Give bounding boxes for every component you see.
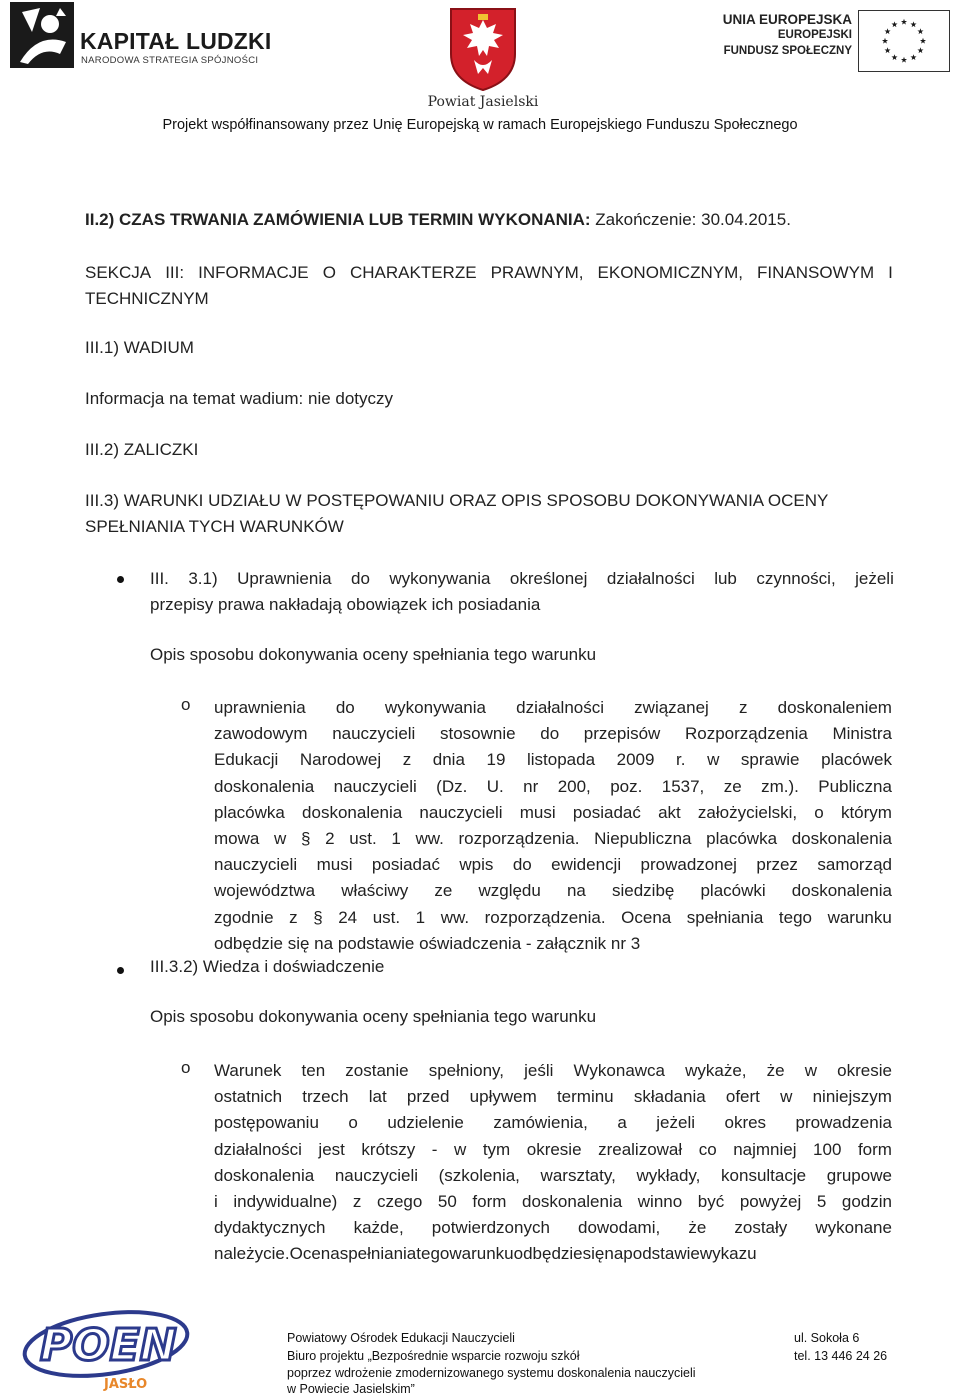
- word: mowa: [214, 829, 260, 849]
- word: sprawie: [740, 750, 800, 770]
- word: na: [566, 881, 586, 901]
- word: województwa: [214, 881, 316, 901]
- word: jeżeli: [855, 569, 894, 588]
- sub-bullet-icon: o: [181, 695, 191, 714]
- word: okresie: [837, 1061, 892, 1080]
- eu-star-icon: [910, 54, 916, 60]
- word: godzin: [841, 1192, 892, 1212]
- section-iii-heading: [85, 260, 893, 312]
- word: Ocena: [289, 1244, 340, 1264]
- word: 5: [816, 1192, 827, 1212]
- word: okres: [724, 1113, 767, 1133]
- word: 200,: [557, 776, 591, 796]
- word: placówki: [700, 881, 766, 901]
- eu-star-icon: [901, 57, 907, 63]
- word: rozporządzenia.: [458, 829, 580, 849]
- eu-star-icon: [885, 47, 891, 53]
- section-ii2-heading: II.2) CZAS TRWANIA ZAMÓWIENIA LUB TERMIN WYKONANIA:: [85, 210, 591, 229]
- word: -: [431, 1139, 438, 1159]
- section-iii1-wadium: III.1) WADIUM: [85, 338, 194, 357]
- word: czego: [376, 1192, 423, 1212]
- word: SEKCJA: [85, 263, 152, 282]
- word: Ocena: [621, 907, 672, 927]
- word: wykonywania: [384, 698, 486, 717]
- word: składania: [633, 1087, 706, 1107]
- word: do: [512, 855, 532, 875]
- word: PRAWNYM,: [490, 263, 584, 282]
- word: §: [313, 907, 323, 927]
- word: każde,: [353, 1218, 404, 1238]
- word: form: [857, 1139, 892, 1159]
- word: założycielski,: [697, 802, 798, 822]
- word: niniejszym: [812, 1087, 892, 1107]
- word: 24: [338, 907, 358, 927]
- word: krótszy: [361, 1139, 416, 1159]
- eu-flag-icon: [858, 10, 950, 72]
- paragraph-line: [214, 1189, 892, 1215]
- word: poz.: [610, 776, 643, 796]
- word: doskonalenia: [214, 776, 315, 796]
- word: spełniony,: [428, 1061, 504, 1080]
- word: CHARAKTERZE: [349, 263, 477, 282]
- word: należycie.: [214, 1244, 290, 1264]
- kapital-ludzki-subtitle: NARODOWA STRATEGIA SPÓJNOŚCI: [81, 55, 259, 66]
- word: ust.: [372, 907, 401, 927]
- section-iii3-heading-line-1: III.3) WARUNKI UDZIAŁU W POSTĘPOWANIU ORAZ OPIS SPOSOBU DOKONYWANIA OCENY: [85, 491, 829, 510]
- word: doskonalenia: [791, 829, 892, 849]
- word: ofert: [725, 1087, 760, 1107]
- word: form: [472, 1192, 507, 1212]
- word: Wykonawca: [573, 1061, 666, 1080]
- word: związanej: [634, 698, 709, 717]
- footer-line-3: poprzez wdrożenie zmodernizowanego systemu doskonalenia nauczycieli: [287, 1366, 696, 1380]
- word: Publiczna: [818, 776, 892, 796]
- eagle-shield-icon: [448, 6, 518, 92]
- word: zm.).: [761, 776, 799, 796]
- word: jest: [318, 1139, 345, 1159]
- paragraph-line: [214, 1137, 892, 1163]
- project-cofinancing-line: Projekt współfinansowany przez Unię Europejską w ramach Europejskiego Funduszu Społecznego: [162, 117, 798, 133]
- word: lub: [714, 569, 737, 588]
- word: nr: [523, 776, 539, 796]
- word: wykłady,: [636, 1165, 701, 1185]
- kapital-ludzki-name: KAPITAŁ LUDZKI: [80, 28, 272, 54]
- word: się: [582, 1244, 605, 1264]
- word: rozporządzenia.: [484, 907, 606, 927]
- word: trzech: [302, 1087, 349, 1107]
- word: siedzibę: [611, 881, 675, 901]
- word: dnia: [432, 750, 465, 770]
- paragraph-line: [214, 826, 892, 852]
- word: Edukacji: [214, 750, 279, 770]
- word: do: [540, 724, 560, 744]
- word: zostały: [734, 1218, 788, 1238]
- item-iii31-heading-row-2: [150, 592, 894, 618]
- word: z: [289, 907, 298, 927]
- word: doskonaleniem: [777, 698, 892, 717]
- section-ii2-value: Zakończenie: 30.04.2015.: [590, 210, 791, 229]
- word: działalności: [516, 698, 605, 717]
- word: w: [804, 1061, 818, 1080]
- footer-phone: tel. 13 446 24 26: [794, 1349, 888, 1363]
- word: w: [780, 1087, 793, 1107]
- word: prowadzenia: [795, 1113, 892, 1133]
- paragraph-line: [214, 747, 892, 773]
- item-iii31-heading: [150, 566, 894, 618]
- word: w: [707, 750, 720, 770]
- item-iii31-heading-row: [150, 566, 894, 592]
- word: okresie: [526, 1139, 582, 1159]
- word: posiadać: [371, 855, 440, 875]
- word: 1: [415, 907, 426, 927]
- word: warunku: [449, 1244, 514, 1264]
- section-iii-heading-row-2: [85, 286, 893, 312]
- word: spełniania: [339, 1244, 417, 1264]
- word: na: [604, 1244, 624, 1264]
- word: placówka: [706, 829, 778, 849]
- word: z: [352, 1192, 362, 1212]
- word: posiadać: [572, 802, 641, 822]
- paragraph-line: [214, 1058, 892, 1084]
- word: musi: [519, 802, 556, 822]
- word: powyżej: [739, 1192, 802, 1212]
- eu-star-icon: [885, 28, 891, 34]
- word: 100: [813, 1139, 842, 1159]
- paragraph-line: [214, 695, 892, 721]
- paragraph-line: [214, 1163, 892, 1189]
- word: 1537,: [661, 776, 705, 796]
- word: dowodami,: [578, 1218, 661, 1238]
- eu-line-3: FUNDUSZ SPOŁECZNY: [723, 45, 852, 57]
- eu-star-icon: [882, 38, 888, 44]
- paragraph-line: [214, 774, 892, 800]
- sub-bullet-icon: o: [181, 1058, 191, 1077]
- eu-star-icon: [917, 28, 923, 34]
- word: indywidualne): [233, 1192, 338, 1212]
- word: samorząd: [817, 855, 892, 875]
- word: nauczycieli: [333, 776, 417, 796]
- word: EKONOMICZNYM,: [597, 263, 743, 282]
- word: Uprawnienia: [237, 569, 332, 588]
- word: upływem: [469, 1087, 537, 1107]
- word: listopada: [526, 750, 596, 770]
- word: w: [274, 829, 287, 849]
- word: ostatnich: [214, 1087, 283, 1107]
- word: działalności: [214, 1139, 302, 1159]
- word: 50: [437, 1192, 457, 1212]
- wadium-info-label: Informacja na temat wadium:: [85, 389, 304, 408]
- word: z: [738, 698, 748, 717]
- item-iii32-heading: III.3.2) Wiedza i doświadczenie: [150, 957, 385, 976]
- word: co: [698, 1139, 717, 1159]
- word: Rozporządzenia: [684, 724, 808, 744]
- word: zostanie: [345, 1061, 409, 1080]
- word: doskonalenia: [214, 1165, 315, 1185]
- paragraph-line: [214, 878, 892, 904]
- word: 3.1): [188, 569, 218, 588]
- word: przepisów: [583, 724, 661, 744]
- powiat-name: Powiat Jasielski: [427, 94, 539, 110]
- paragraph-line: [214, 1215, 892, 1241]
- word: FINANSOWYM: [757, 263, 875, 282]
- word: właściwy: [341, 881, 409, 901]
- word: prowadzonej: [640, 855, 737, 875]
- word: §: [300, 829, 311, 849]
- word: zamówienia,: [493, 1113, 588, 1133]
- word: wpis: [459, 855, 494, 875]
- footer-org: Powiatowy Ośrodek Edukacji Nauczycieli: [287, 1331, 515, 1345]
- word: uprawnienia: [214, 698, 306, 717]
- poen-logo-text: POEN: [40, 1320, 177, 1371]
- word: doskonalenia: [302, 802, 403, 822]
- word: doskonalenia: [791, 881, 892, 901]
- word: jeżeli: [656, 1113, 696, 1133]
- word: ewidencji: [551, 855, 622, 875]
- word: 2009: [616, 750, 655, 770]
- paragraph-line: [214, 800, 892, 826]
- word: ww.: [415, 829, 444, 849]
- poen-logo-icon: [18, 1300, 198, 1392]
- word: placówek: [821, 750, 892, 770]
- paragraph-line: [214, 905, 892, 931]
- section-iii3-heading-line-2: SPEŁNIANIA TYCH WARUNKÓW: [85, 517, 344, 536]
- word: r.: [676, 750, 686, 770]
- paragraph-line: [214, 721, 892, 747]
- word: ust.: [349, 829, 377, 849]
- poen-logo: [18, 1300, 198, 1392]
- word: placówka: [214, 802, 285, 822]
- assessment-description-label-1: Opis sposobu dokonywania oceny spełniania tego warunku: [150, 645, 597, 664]
- word: postępowaniu: [214, 1113, 319, 1133]
- word: grupowe: [826, 1165, 892, 1185]
- word: spełniania: [686, 907, 764, 927]
- word: III:: [165, 263, 185, 282]
- eu-star-icon: [910, 21, 916, 27]
- section-iii-heading-text: TECHNICZNYM: [85, 289, 209, 309]
- word: a: [617, 1113, 627, 1133]
- word: zgodnie: [214, 907, 274, 927]
- word: Ministra: [832, 724, 892, 744]
- assessment-description-label-2: Opis sposobu dokonywania oceny spełniania tego warunku: [150, 1007, 597, 1026]
- word: działalności: [606, 569, 695, 588]
- kapital-ludzki-emblem-icon: [10, 2, 74, 68]
- word: Niepubliczna: [594, 829, 692, 849]
- word: tego: [416, 1244, 450, 1264]
- item-iii31-heading-text: przepisy prawa nakładają obowiązek ich posiadania: [150, 595, 541, 615]
- word: tego: [778, 907, 813, 927]
- word: (szkolenia,: [438, 1165, 520, 1185]
- word: ten: [301, 1061, 326, 1080]
- word: warunku: [827, 907, 892, 927]
- paragraph-line: [214, 931, 892, 957]
- condition-2-paragraph: [214, 1058, 892, 1268]
- word: przed: [406, 1087, 450, 1107]
- powiat-logo: [418, 6, 548, 110]
- word: wykaże,: [685, 1061, 747, 1080]
- section-iii2-zaliczki: III.2) ZALICZKI: [85, 440, 199, 459]
- word: względu: [478, 881, 541, 901]
- word: 19: [486, 750, 506, 770]
- eu-star-icon: [920, 38, 926, 44]
- word: warsztaty,: [540, 1165, 616, 1185]
- word: z: [402, 750, 412, 770]
- word: wykonane: [815, 1218, 892, 1238]
- word: akt: [658, 802, 681, 822]
- word: (Dz.: [436, 776, 468, 796]
- section-ii2-duration: [85, 210, 791, 230]
- kapital-ludzki-logo: [10, 2, 270, 70]
- condition-1-paragraph: [214, 695, 892, 957]
- word: nauczycieli: [332, 724, 416, 744]
- word: tym: [482, 1139, 511, 1159]
- word: w: [454, 1139, 467, 1159]
- word: Warunek: [214, 1061, 282, 1080]
- word: U.: [486, 776, 504, 796]
- eu-star-icon: [891, 54, 897, 60]
- word: nauczycieli: [214, 855, 298, 875]
- word: i: [214, 1192, 218, 1212]
- word: być: [697, 1192, 725, 1212]
- footer-line-4: w Powiecie Jasielskim”: [287, 1382, 415, 1396]
- paragraph-line: [214, 1084, 892, 1110]
- word: do: [351, 569, 370, 588]
- word: III.: [150, 569, 169, 588]
- word: Narodowej: [299, 750, 382, 770]
- word: dydaktycznych: [214, 1218, 326, 1238]
- word: potwierdzonych: [431, 1218, 550, 1238]
- word: że: [688, 1218, 707, 1238]
- word: winno: [637, 1192, 683, 1212]
- bullet-icon: [117, 967, 124, 974]
- word: nauczycieli: [334, 1165, 418, 1185]
- word: do: [335, 698, 355, 717]
- eu-line-1: UNIA EUROPEJSKA: [722, 12, 852, 27]
- wadium-info-value: nie dotyczy: [303, 389, 394, 408]
- word: musi: [316, 855, 353, 875]
- word: wykazu: [699, 1244, 757, 1264]
- eu-star-icon: [917, 47, 923, 53]
- word: jeśli: [524, 1061, 554, 1080]
- word: I: [888, 263, 893, 282]
- word: najmniej: [733, 1139, 797, 1159]
- eu-line-2: EUROPEJSKI: [777, 29, 852, 41]
- wadium-info: [85, 389, 393, 409]
- word: przez: [756, 855, 798, 875]
- word: zawodowym: [214, 724, 308, 744]
- word: ze: [434, 881, 453, 901]
- eu-star-icon: [891, 21, 897, 27]
- word: udzielenie: [387, 1113, 464, 1133]
- word: 1: [391, 829, 401, 849]
- bullet-icon: [117, 576, 124, 583]
- word: o: [348, 1113, 358, 1133]
- word: 2: [325, 829, 335, 849]
- word: ze: [723, 776, 742, 796]
- paragraph-line: [214, 1110, 892, 1136]
- word: którym: [840, 802, 892, 822]
- word: konsultacje: [721, 1165, 807, 1185]
- word: zrealizował: [598, 1139, 683, 1159]
- word: ww.: [440, 907, 470, 927]
- word: stosownie: [439, 724, 516, 744]
- word: o: [814, 802, 824, 822]
- word: odbędzie się na podstawie oświadczenia - załącznik nr 3: [214, 933, 641, 953]
- paragraph-line: [214, 852, 892, 878]
- poen-logo-sub: JASŁO: [104, 1377, 148, 1392]
- word: wykonywania: [389, 569, 491, 588]
- word: O: [322, 263, 336, 282]
- word: lat: [368, 1087, 387, 1107]
- eu-logo: [700, 10, 952, 70]
- word: określonej: [509, 569, 588, 588]
- word: że: [766, 1061, 785, 1080]
- section-iii-heading-row: [85, 260, 893, 286]
- word: odbędzie: [513, 1244, 583, 1264]
- word: czynności,: [756, 569, 836, 588]
- word: nauczycieli: [419, 802, 503, 822]
- eu-star-icon: [901, 19, 907, 25]
- word: INFORMACJE: [198, 263, 309, 282]
- word: terminu: [556, 1087, 614, 1107]
- word: podstawie: [623, 1244, 700, 1264]
- footer-address: ul. Sokoła 6: [794, 1331, 860, 1345]
- footer-bureau: Biuro projektu „Bezpośrednie wsparcie rozwoju szkół: [287, 1349, 580, 1363]
- word: doskonalenia: [522, 1192, 623, 1212]
- paragraph-line: [214, 1241, 892, 1267]
